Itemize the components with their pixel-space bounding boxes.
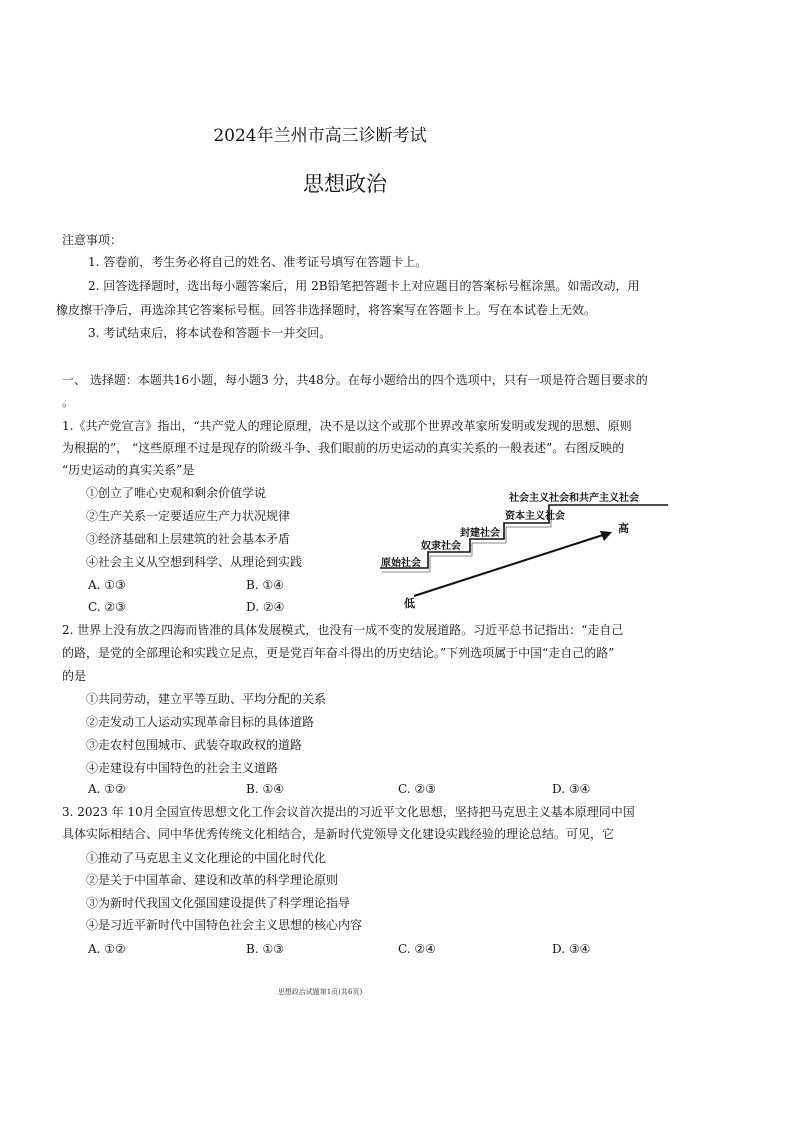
q3-option-d: D. ③④	[552, 942, 591, 956]
history-stages-diagram	[376, 486, 676, 611]
q1-stem-line3: “历史运动的真实关系”是	[62, 463, 195, 477]
q2-stem-line2: 的路，是党的全部理论和实践立足点，更是党百年奋斗得出的历史结论。”下列选项属于中国“走自己的路”	[62, 646, 615, 660]
q2-statement-1: ①共同劳动，建立平等互助、平均分配的关系	[86, 692, 327, 706]
q3-option-a: A. ①②	[88, 942, 126, 956]
label-low: 低	[404, 597, 415, 610]
q1-option-d: D. ②④	[246, 600, 285, 614]
q1-option-b: B. ①④	[246, 578, 284, 592]
q2-statement-2: ②走发动工人运动实现革命目标的具体道路	[86, 715, 315, 729]
stage-slave-society: 奴隶社会	[421, 541, 461, 552]
stage-feudal-society: 封建社会	[460, 528, 500, 539]
q3-statement-4: ④是习近平新时代中国特色社会主义思想的核心内容	[86, 918, 363, 932]
stage-primitive-society: 原始社会	[381, 558, 421, 569]
notice-heading: 注意事项：	[62, 233, 123, 247]
q2-stem-line3: 的是	[62, 669, 87, 683]
q2-statement-3: ③走农村包围城市、武装夺取政权的道路	[86, 738, 303, 752]
notice-item-1: 1. 答卷前，考生务必将自己的姓名、准考证号填写在答题卡上。	[88, 255, 428, 269]
q2-option-b: B. ①④	[246, 782, 284, 796]
q1-statement-4: ④社会主义从空想到科学、从理论到实践	[86, 555, 303, 569]
q1-option-a: A. ①③	[88, 578, 126, 592]
q1-statement-2: ②生产关系一定要适应生产力状况规律	[86, 509, 291, 523]
q2-option-c: C. ②③	[398, 782, 436, 796]
q2-option-d: D. ③④	[552, 782, 591, 796]
q3-statement-1: ①推动了马克思主义文化理论的中国化时代化	[86, 851, 327, 865]
q3-statement-2: ②是关于中国革命、建设和改革的科学理论原则	[86, 873, 339, 887]
q2-statement-4: ④走建设有中国特色的社会主义道路	[86, 761, 279, 775]
notice-item-2-line2: 橡皮擦干净后，再选涂其它答案标号框。回答非选择题时，将答案写在答题卡上。写在本试卷上无效。	[56, 303, 597, 317]
q1-stem-line1: 1.《共产党宣言》指出，“共产党人的理论原理，决不是以这个或那个世界改革家所发明或发现的思想、原则	[62, 419, 632, 433]
q3-option-c: C. ②④	[398, 942, 436, 956]
q3-option-b: B. ①③	[246, 942, 284, 956]
q1-stem-line2: 为根据的”， “这些原理不过是现存的阶级斗争、我们眼前的历史运动的真实关系的一般表述”。右图反映的	[62, 441, 625, 455]
exam-title: 2024年兰州市高三诊断考试	[213, 126, 427, 146]
section-heading: 一、 选择题：本题共16小题，每小题3 分，共48分。在每小题给出的四个选项中，只有一项是符合题目要求的	[62, 373, 648, 387]
q2-option-a: A. ①②	[88, 782, 126, 796]
q1-statement-3: ③经济基础和上层建筑的社会基本矛盾	[86, 532, 291, 546]
label-high: 高	[618, 522, 629, 535]
q1-option-c: C. ②③	[88, 600, 126, 614]
stage-socialist-communist-society: 社会主义社会和共产主义社会	[509, 493, 639, 504]
notice-item-2-line1: 2. 回答选择题时，选出每小题答案后，用 2B铅笔把答题卡上对应题目的答案标号框涂黑。如需改动，用	[88, 279, 640, 293]
page-footer: 思想政治试题第1页(共6页)	[277, 988, 363, 996]
q3-stem-line1: 3. 2023 年 10月全国宣传思想文化工作会议首次提出的习近平文化思想，坚持把马克思主义基本原理同中国	[62, 805, 635, 819]
q2-stem-line1: 2. 世界上没有放之四海而皆准的具体发展模式，也没有一成不变的发展道路。习近平总书记指出：“走自己	[62, 623, 624, 637]
section-heading-end: 。	[62, 395, 75, 409]
q1-statement-1: ①创立了唯心史观和剩余价值学说	[86, 486, 267, 500]
subject-title: 思想政治	[303, 172, 387, 196]
stage-capitalist-society: 资本主义社会	[505, 511, 565, 522]
q3-statement-3: ③为新时代我国文化强国建设提供了科学理论指导	[86, 896, 351, 910]
notice-item-3: 3. 考试结束后，将本试卷和答题卡一并交回。	[88, 326, 332, 340]
q3-stem-line2: 具体实际相结合、同中华优秀传统文化相结合，是新时代党领导文化建设实践经验的理论总结。可见，它	[62, 827, 615, 841]
